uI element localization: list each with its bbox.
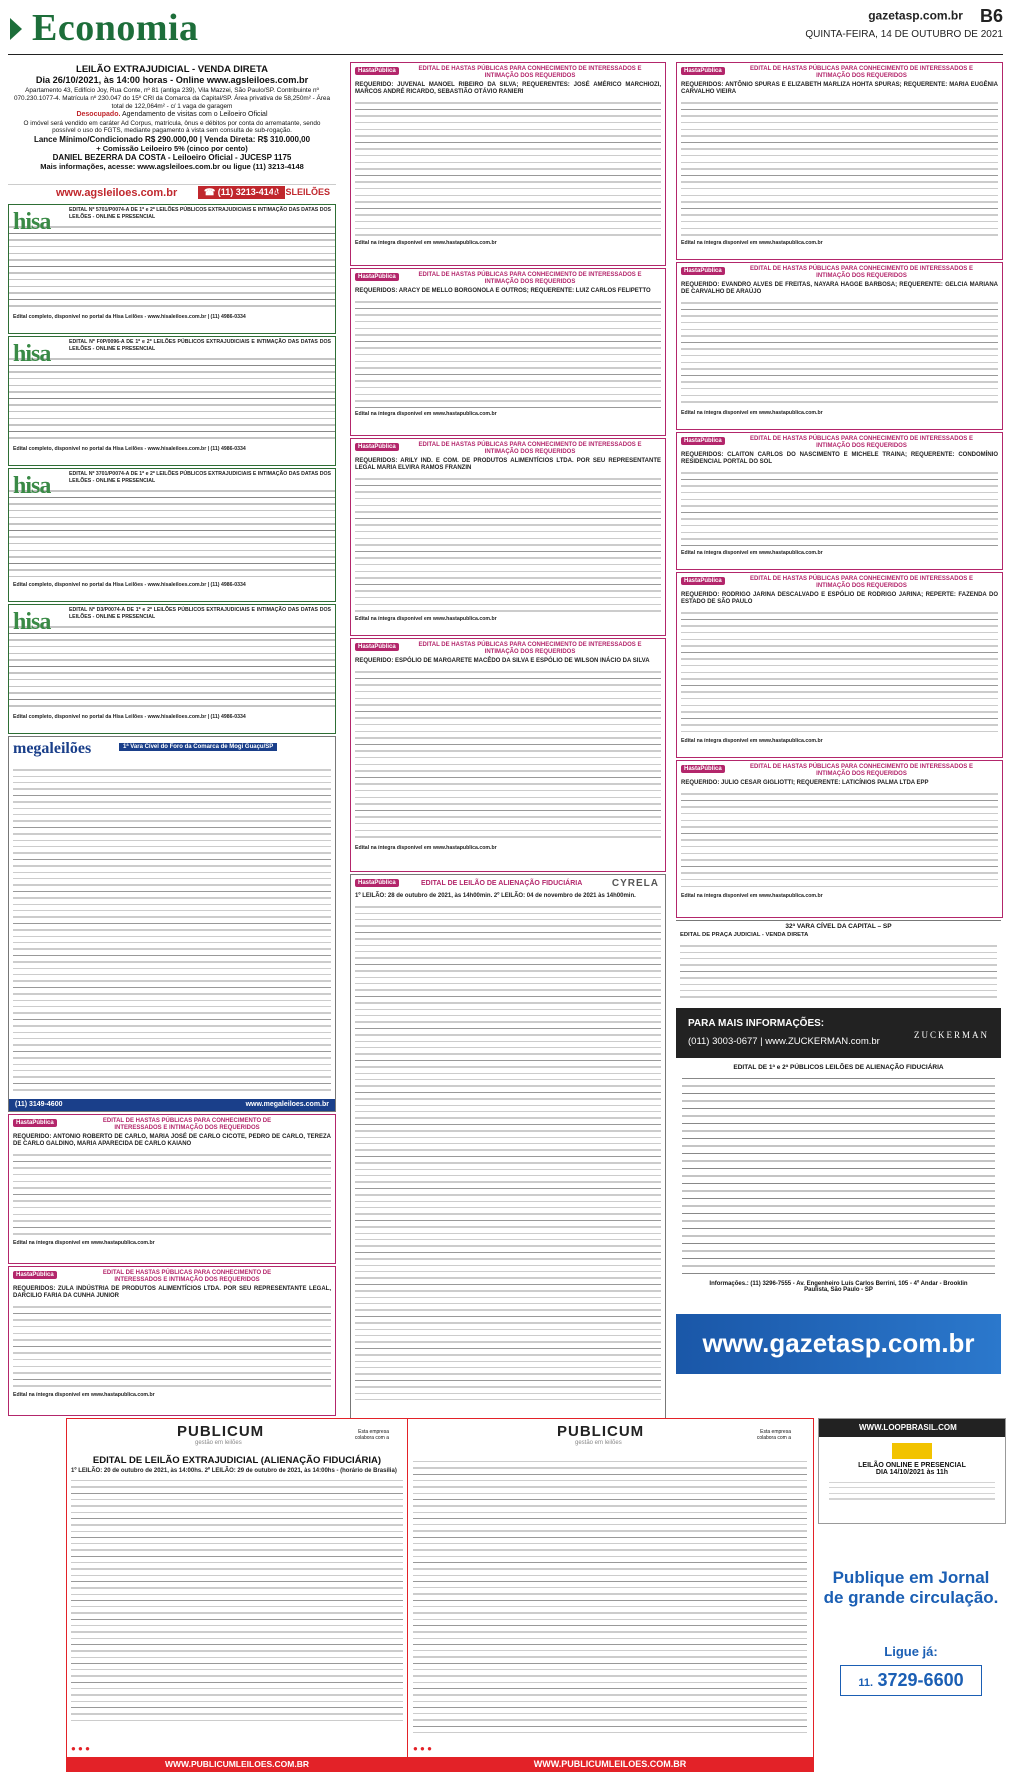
hpb-body <box>355 474 661 614</box>
vara-civel-edital <box>676 920 1001 1007</box>
ags-info: Mais informações, acesse: www.agsleiloes.com.br ou ligue (11) 3213-4148 <box>40 161 304 171</box>
hisa-note: Edital completo, disponível no portal da Hisa Leilões - www.hisaleiloes.com.br | (11) 4986-0334 <box>13 314 246 321</box>
hpb-title: EDITAL DE HASTAS PÚBLICAS PARA CONHECIMENTO DE INTERESSADOS E INTIMAÇÃO DOS REQUERIDOS <box>750 66 973 79</box>
ags-body: Apartamento 43, Edifício Joy, Rua Conte, nº 81 (antiga 239), Vila Mazzei, São Paulo/SP. Contribuinte nº 070.230.1077-4. Matrícula nº 230.047 do 15º CRI da Comarca da Capital/SP. Área privativa de 58,250m² - Área total de 122,064m² - c/ 1 vaga de garagem <box>13 87 331 110</box>
hpb-requerido: REQUERIDO: RODRIGO JARINA DESCALVADO E ESPÓLIO DE RODRIGO JARINA; REPERTE: FAZENDA DO ESTADO DE SÃO PAULO <box>681 592 998 605</box>
zuckerman-label: PARA MAIS INFORMAÇÕES: <box>688 1018 825 1029</box>
hisa-note: Edital completo, disponível no portal da Hisa Leilões - www.hisaleiloes.com.br | (11) 4986-0334 <box>13 582 246 589</box>
hpb-body <box>681 298 998 408</box>
hpb-logo: HastaPública <box>681 437 725 445</box>
zuckerman-info: Informações.: (11) 3296-7555 - Av. Engenheiro Luís Carlos Berrini, 105 - 4º Andar - Brooklin Paulista, São Paulo - SP <box>709 1281 968 1293</box>
hpb-logo: HastaPública <box>13 1119 57 1127</box>
zuckerman-logo: ZUCKERMAN <box>913 1030 989 1040</box>
hpb-edital-spuras <box>676 62 1003 260</box>
hpb-edital-aracy <box>350 268 666 436</box>
hpb-title: EDITAL DE HASTAS PÚBLICAS PARA CONHECIMENTO DE INTERESSADOS E INTIMAÇÃO DOS REQUERIDOS <box>102 1270 272 1283</box>
publicum-company: Esta empresa colabora com a <box>354 1429 389 1441</box>
hpb-requerido: REQUERIDOS: ZULA INDÚSTRIA DE PRODUTOS ALIMENTÍCIOS LTDA. POR SEU REPRESENTANTE LEGAL, DARCILIO FARIA DA CUNHA JUNIOR <box>13 1286 331 1299</box>
hpb-footer: Edital na íntegra disponível em www.hastapublica.com.br <box>13 1240 155 1246</box>
phone-icon: ☎ <box>204 187 218 197</box>
hpb-title: EDITAL DE HASTAS PÚBLICAS PARA CONHECIMENTO DE INTERESSADOS E INTIMAÇÃO DOS REQUERIDOS <box>418 442 642 455</box>
hpb-title: EDITAL DE HASTAS PÚBLICAS PARA CONHECIMENTO DE INTERESSADOS E INTIMAÇÃO DOS REQUERIDOS <box>750 266 973 279</box>
hpb-requerido: REQUERIDO: JUVENAL MANOEL RIBEIRO DA SILVA; REQUERENTES: JOSÉ AMÉRICO MARCHIOZI, MARCOS ANDRÉ RICARDO, SEBASTIÃO OTÁVIO RANIERI <box>355 82 661 95</box>
hpb-logo: HastaPública <box>681 67 725 75</box>
publique-phone-box[interactable] <box>840 1665 982 1696</box>
hpb-requerido: REQUERIDO: ANTONIO ROBERTO DE CARLO, MARIA JOSÉ DE CARLO CICOTE, PEDRO DE CARLO, TEREZA DE CARLO GALDINO, MARIA APARECIDA DE CARLO KAIANO <box>13 1134 331 1147</box>
hisa-note: Edital completo, disponível no portal da Hisa Leilões - www.hisaleiloes.com.br | (11) 4986-0334 <box>13 714 246 721</box>
hpb-title: EDITAL DE HASTAS PÚBLICAS PARA CONHECIMENTO DE INTERESSADOS E INTIMAÇÃO DOS REQUERIDOS <box>418 272 642 285</box>
publicum-header <box>67 1419 407 1453</box>
ags-title: LEILÃO EXTRAJUDICIAL - VENDA DIRETA <box>76 64 268 75</box>
header-meta <box>805 6 1003 40</box>
social-icons: ● ● ● <box>71 1744 90 1753</box>
publicum-logo-2: PUBLICUM <box>557 1423 645 1440</box>
publicum-ad <box>66 1418 814 1772</box>
section-title: Economia <box>32 7 199 49</box>
ags-finance: O imóvel será vendido em caráter Ad Corpus, matrícula, ônus e débitos por conta do arrematante, sendo possível o uso do FGTS, mediante pagamento à vista sem consulta de sub-rogação. <box>23 119 321 134</box>
hpb-requerido: REQUERIDOS: CLAITON CARLOS DO NASCIMENTO E MICHELE TRAINA; REQUERENTE: CONDOMÍNIO RESIDENCIAL PORTAL DO SOL <box>681 452 998 465</box>
hisa-logo: hisa <box>13 609 51 635</box>
hpb-edital-claiton <box>676 432 1003 570</box>
fiduciaria-dates: 1º LEILÃO: 28 de outubro de 2021, às 14h00min. 2º LEILÃO: 04 de novembro de 2021 às 14h00min. <box>355 893 636 899</box>
hpb-requerido: REQUERIDOS: ARILY IND. E COM. DE PRODUTOS ALIMENTÍCIOS LTDA. POR SEU REPRESENTANTE LEGAL MARIA ELVIRA RAMOS FRANZIN <box>355 458 661 471</box>
publicum-left <box>67 1419 408 1771</box>
hpb-body <box>681 608 998 736</box>
publicum-header-2 <box>407 1419 813 1453</box>
hpb-body <box>681 468 998 548</box>
hisa-edital-4 <box>8 604 336 734</box>
mega-footer-phone: (11) 3149-4600 <box>15 1101 63 1108</box>
zuckerman-banner <box>676 1008 1001 1058</box>
page-number: B6 <box>979 6 1003 26</box>
hpb-logo: HastaPública <box>13 1271 57 1279</box>
hisa-body <box>9 222 335 312</box>
cyrela-logo: CYRELA <box>611 878 659 889</box>
hisa-edital-1 <box>8 204 336 334</box>
loop-url[interactable]: WWW.LOOPBRASIL.COM <box>859 1423 957 1432</box>
mega-body <box>13 765 331 1093</box>
ags-status: Desocupado. <box>76 111 121 118</box>
publique-cta: Ligue já: <box>884 1644 938 1659</box>
hpb-footer: Edital na íntegra disponível em www.hastapublica.com.br <box>681 410 823 416</box>
hpb-footer: Edital na íntegra disponível em www.hastapublica.com.br <box>355 845 497 851</box>
hpb-logo: HastaPública <box>355 443 399 451</box>
ags-footer-logo: AGSLEILÕES <box>271 187 330 197</box>
hpb-body <box>355 98 661 238</box>
hisa-body <box>9 354 335 444</box>
hpb-title: EDITAL DE HASTAS PÚBLICAS PARA CONHECIMENTO DE INTERESSADOS E INTIMAÇÃO DOS REQUERIDOS <box>102 1118 272 1131</box>
ags-comissao: + Comissão Leiloeiro 5% (cinco por cento) <box>96 143 248 153</box>
ags-minimo: Lance Mínimo/Condicionado R$ 290.000,00 | Venda Direta: R$ 310.000,00 <box>33 134 311 144</box>
hpb-footer: Edital na íntegra disponível em www.hastapublica.com.br <box>681 893 823 899</box>
zuckerman-contact: (011) 3003-0677 | www.ZUCKERMAN.com.br <box>688 1036 880 1047</box>
loop-title: LEILÃO ONLINE E PRESENCIAL <box>858 1462 966 1469</box>
hisa-logo: hisa <box>13 473 51 499</box>
publicum-footer-url-2[interactable]: WWW.PUBLICUMLEILOES.COM.BR <box>533 1759 687 1769</box>
publique-ddd: 11. <box>858 1677 874 1689</box>
hpb-title: EDITAL DE HASTAS PÚBLICAS PARA CONHECIMENTO DE INTERESSADOS E INTIMAÇÃO DOS REQUERIDOS <box>750 436 973 449</box>
gazeta-banner[interactable] <box>676 1314 1001 1374</box>
hpb-requerido: REQUERIDOS: ARACY DE MELLO BORGONOLA E OUTROS; REQUERENTE: LUIZ CARLOS FELIPETTO <box>355 288 651 294</box>
ags-footer-phone: ☎ (11) 3213-4148 <box>198 186 285 199</box>
hpb-requerido: REQUERIDO: EVANDRO ALVES DE FREITAS, NAYARA HAGGE BARBOSA; REQUERENTE: GELCIA MARIANA DE CARVALHO DE ARAÚJO <box>681 282 998 295</box>
hisa-title: EDITAL Nº D3/P0074-A DE 1º e 2º LEILÕES PÚBLICOS EXTRAJUDICIAIS E INTIMAÇÃO DAS DATAS DOS LEILÕES - ONLINE E PRESENCIAL <box>69 607 331 620</box>
hisa-title: EDITAL Nº 5701/P0074-A DE 1º e 2º LEILÕES PÚBLICOS EXTRAJUDICIAIS E INTIMAÇÃO DAS DATAS DOS LEILÕES - ONLINE E PRESENCIAL <box>69 207 331 220</box>
hpb-edital-julio <box>676 760 1003 918</box>
publique-line1: Publique em Jornal <box>832 1568 990 1587</box>
hpb-logo: HastaPública <box>355 67 399 75</box>
publicum-logo: PUBLICUM <box>177 1423 265 1440</box>
header-divider <box>8 54 1003 55</box>
hpb-body <box>13 1150 331 1238</box>
hpb-edital-carlo <box>8 1114 336 1264</box>
publicum-title: EDITAL DE LEILÃO EXTRAJUDICIAL (ALIENAÇÃO FIDUCIÁRIA) <box>92 1455 382 1466</box>
mega-footer <box>9 1099 335 1111</box>
hpb-body <box>355 667 661 843</box>
hpb-logo: HastaPública <box>681 765 725 773</box>
hpb-body <box>681 789 998 891</box>
gazeta-url[interactable]: www.gazetasp.com.br <box>702 1328 975 1358</box>
mega-title: 1ª Vara Cível do Foro da Comarca de Mogi Guaçu/SP <box>119 743 277 751</box>
hpb-edital-margarete <box>350 638 666 872</box>
hpb-footer: Edital na íntegra disponível em www.hastapublica.com.br <box>13 1392 155 1398</box>
hpb-title: EDITAL DE HASTAS PÚBLICAS PARA CONHECIMENTO DE INTERESSADOS E INTIMAÇÃO DOS REQUERIDOS <box>418 642 642 655</box>
hisa-body <box>9 486 335 580</box>
publicum-body-2 <box>413 1457 807 1733</box>
mega-footer-url[interactable]: www.megaleiloes.com.br <box>245 1101 329 1108</box>
publicum-body <box>71 1476 403 1726</box>
cyrela-fiduciaria-edital <box>350 874 666 1420</box>
hpb-title: EDITAL DE HASTAS PÚBLICAS PARA CONHECIMENTO DE INTERESSADOS E INTIMAÇÃO DOS REQUERIDOS <box>750 576 973 589</box>
hpb-title: EDITAL DE HASTAS PÚBLICAS PARA CONHECIMENTO DE INTERESSADOS E INTIMAÇÃO DOS REQUERIDOS <box>750 764 973 777</box>
mega-logo: megaleilões <box>13 740 92 757</box>
ags-visit: Agendamento de visitas com o Leiloeiro Oficial <box>121 111 268 118</box>
hpb-logo: HastaPública <box>681 267 725 275</box>
loop-header[interactable] <box>819 1419 1005 1437</box>
hpb-edital-rodrigo <box>676 572 1003 758</box>
loop-date: DIA 14/10/2021 às 11h <box>875 1469 949 1476</box>
ags-footer-url[interactable]: www.agsleiloes.com.br <box>56 187 178 199</box>
publicum-footer-url[interactable]: WWW.PUBLICUMLEILOES.COM.BR <box>164 1759 309 1769</box>
ags-footer <box>8 184 336 201</box>
zuckerman-edital-title: EDITAL DE 1ª e 2ª PÚBLICOS LEILÕES DE ALIENAÇÃO FIDUCIÁRIA <box>733 1064 944 1071</box>
hisa-title: EDITAL Nº F0P/0096-A DE 1º e 2º LEILÕES PÚBLICOS EXTRAJUDICIAIS E INTIMAÇÃO DAS DATAS DOS LEILÕES - ONLINE E PRESENCIAL <box>69 339 331 352</box>
publicum-sub-2: gestão em leilões <box>575 1440 622 1446</box>
hisa-edital-3 <box>8 468 336 602</box>
hpb-footer: Edital na íntegra disponível em www.hastapublica.com.br <box>355 616 497 622</box>
hpb-title: EDITAL DE HASTAS PÚBLICAS PARA CONHECIMENTO DE INTERESSADOS E INTIMAÇÃO DOS REQUERIDOS <box>418 66 642 79</box>
vara-body <box>680 941 997 1001</box>
loop-badge <box>892 1443 932 1459</box>
zuckerman-body <box>682 1073 995 1279</box>
hpb-footer: Edital na íntegra disponível em www.hastapublica.com.br <box>681 550 823 556</box>
hpb-logo: HastaPública <box>681 577 725 585</box>
hpb-edital-juvenal <box>350 62 666 266</box>
loop-ad <box>818 1418 1006 1524</box>
hisa-edital-2 <box>8 336 336 466</box>
zuckerman-phone: (011) 3003-0677 <box>688 1036 758 1047</box>
fiduciaria-title: EDITAL DE LEILÃO DE ALIENAÇÃO FIDUCIÁRIA <box>421 880 583 887</box>
hpb-footer: Edital na íntegra disponível em www.hastapublica.com.br <box>355 240 497 246</box>
publique-phone: 3729-6600 <box>877 1670 964 1690</box>
publicum-footer[interactable] <box>67 1757 407 1771</box>
page-header <box>0 0 1011 58</box>
hpb-footer: Edital na íntegra disponível em www.hastapublica.com.br <box>355 411 497 417</box>
hpb-logo: HastaPública <box>355 879 399 887</box>
hpb-body <box>13 1302 331 1390</box>
ags-leilao-ad <box>8 62 336 182</box>
hpb-edital-zula <box>8 1266 336 1416</box>
hpb-body <box>681 98 998 238</box>
fiduciaria-body <box>355 902 661 1402</box>
hpb-body <box>355 297 661 409</box>
hpb-footer: Edital na íntegra disponível em www.hastapublica.com.br <box>681 738 823 744</box>
hisa-body <box>9 622 335 712</box>
hisa-logo: hisa <box>13 209 51 235</box>
vara-text: EDITAL DE PRAÇA JUDICIAL - VENDA DIRETA <box>680 932 809 938</box>
hpb-edital-evandro <box>676 262 1003 430</box>
publique-ad <box>818 1528 1004 1772</box>
mega-leiloes-edital <box>8 736 336 1112</box>
hpb-logo: HastaPública <box>355 643 399 651</box>
publicum-sub: gestão em leilões <box>195 1440 242 1446</box>
publicum-footer-2[interactable] <box>407 1757 813 1771</box>
zuckerman-url[interactable]: www.ZUCKERMAN.com.br <box>765 1036 880 1047</box>
loop-body <box>829 1478 995 1504</box>
publicum-dates: 1º LEILÃO: 20 de outubro de 2021, às 14:00hs. 2º LEILÃO: 29 de outubro de 2021, às 14:00hs - (horário de Brasília) <box>71 1468 397 1474</box>
hpb-requerido: REQUERIDO: ESPÓLIO DE MARGARETE MACÊDO DA SILVA E ESPÓLIO DE WILSON INÁCIO DA SILVA <box>355 658 650 664</box>
hpb-requerido: REQUERIDOS: ANTÔNIO SPURAS E ELIZABETH MARLIZA HOHTA SPURAS; REQUERENTE: MARIA EUGÊNIA CARVALHO VIEIRA <box>681 82 998 95</box>
hpb-edital-arily <box>350 438 666 636</box>
zuckerman-edital <box>676 1062 1001 1310</box>
publique-line2: de grande circulação. <box>823 1588 999 1607</box>
ags-leiloeiro: DANIEL BEZERRA DA COSTA - Leiloeiro Oficial - JUCESP 1175 <box>52 152 292 162</box>
publicum-right <box>407 1419 813 1771</box>
hpb-footer: Edital na íntegra disponível em www.hastapublica.com.br <box>681 240 823 246</box>
hisa-title: EDITAL Nº 3701/P0074-A DE 1º e 2º LEILÕES PÚBLICOS EXTRAJUDICIAIS E INTIMAÇÃO DAS DATAS DOS LEILÕES - ONLINE E PRESENCIAL <box>69 471 331 484</box>
vara-title: 32ª VARA CÍVEL DA CAPITAL – SP <box>785 923 892 930</box>
hpb-requerido: REQUERIDO: JULIO CESAR GIGLIOTTI; REQUERENTE: LATICÍNIOS PALMA LTDA EPP <box>681 780 929 786</box>
site-link[interactable]: gazetasp.com.br <box>868 8 963 23</box>
hpb-logo: HastaPública <box>355 273 399 281</box>
social-icons-2: ● ● ● <box>413 1744 432 1753</box>
hisa-logo: hisa <box>13 341 51 367</box>
publicum-company-2: Esta empresa colabora com a <box>756 1429 791 1441</box>
hisa-note: Edital completo, disponível no portal da Hisa Leilões - www.hisaleiloes.com.br | (11) 4986-0334 <box>13 446 246 453</box>
ags-date-line: Dia 26/10/2021, às 14:00 horas - Online www.agsleiloes.com.br <box>35 75 309 85</box>
issue-date: QUINTA-FEIRA, 14 DE OUTUBRO DE 2021 <box>805 29 1003 40</box>
